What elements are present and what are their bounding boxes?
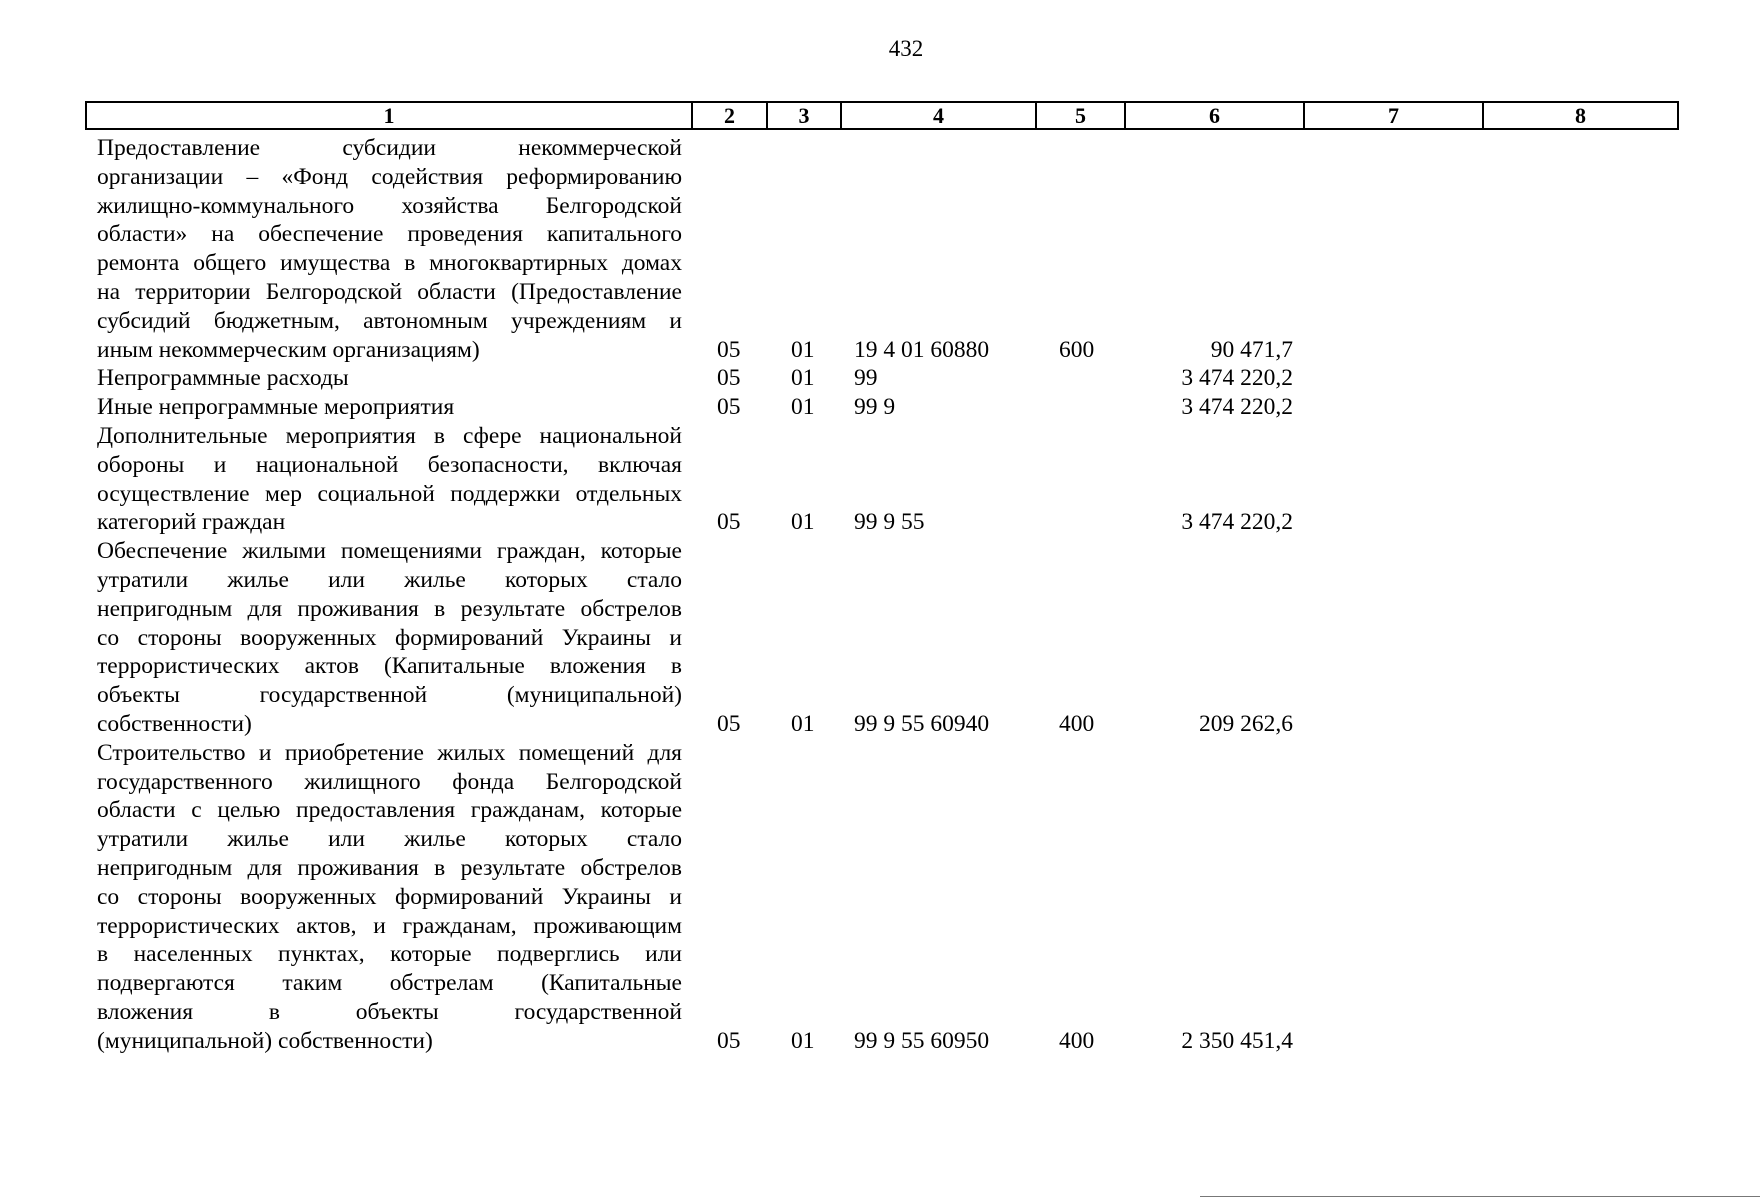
description-line: Обеспечение жилыми помещениями граждан, которые xyxy=(97,538,682,565)
description-line: государственного жилищного фонда Белгородской xyxy=(97,768,682,795)
description-line: террористических актов, и гражданам, проживающим xyxy=(97,912,682,939)
col-header-7: 7 xyxy=(1304,102,1483,129)
subsection-code: 01 xyxy=(791,710,815,737)
description-line: непригодным для проживания в результате обстрелов xyxy=(97,595,682,622)
target-article-code: 99 9 55 60950 xyxy=(854,1027,990,1054)
amount-value: 2 350 451,4 xyxy=(1181,1027,1293,1054)
target-article-code: 99 9 55 60940 xyxy=(854,710,990,737)
section-code: 05 xyxy=(717,365,741,392)
row-description xyxy=(97,364,682,393)
expense-type-code: 600 xyxy=(1059,336,1095,363)
description-line: категорий граждан xyxy=(97,509,286,536)
description-line: подвергаются таким обстрелам (Капитальные xyxy=(97,970,682,997)
description-line: области с целью предоставления гражданам, которые xyxy=(97,797,682,824)
section-code: 05 xyxy=(717,1027,741,1054)
row-description xyxy=(97,739,682,1056)
description-line: области» на обеспечение проведения капитального xyxy=(97,221,682,248)
column-header-table xyxy=(85,101,1679,130)
description-line: Непрограммные расходы xyxy=(97,365,349,392)
row-description xyxy=(97,537,682,739)
target-article-code: 99 9 xyxy=(854,394,896,421)
description-line: Предоставление субсидии некоммерческой xyxy=(97,135,682,161)
description-line: собственности) xyxy=(97,710,252,737)
col-header-3: 3 xyxy=(767,102,841,129)
description-line: в населенных пунктах, которые подверглись или xyxy=(97,941,682,968)
subsection-code: 01 xyxy=(791,365,815,392)
col-header-4: 4 xyxy=(841,102,1036,129)
col-header-6: 6 xyxy=(1125,102,1304,129)
row-description xyxy=(97,393,682,422)
col-header-2: 2 xyxy=(692,102,767,129)
section-code: 05 xyxy=(717,336,741,363)
target-article-code: 99 xyxy=(854,365,878,392)
section-code: 05 xyxy=(717,710,741,737)
page-number: 432 xyxy=(888,36,924,61)
description-line: (муниципальной) собственности) xyxy=(97,1027,433,1054)
description-line: организации – «Фонд содействия реформированию xyxy=(97,163,682,190)
column-header-row xyxy=(86,102,1678,129)
subsection-code: 01 xyxy=(791,509,815,536)
description-line: на территории Белгородской области (Предоставление xyxy=(97,278,682,305)
description-line: осуществление мер социальной поддержки отдельных xyxy=(97,480,682,507)
description-line: со стороны вооруженных формирований Украины и xyxy=(97,624,682,651)
col-header-5: 5 xyxy=(1036,102,1125,129)
description-line: ремонта общего имущества в многоквартирных домах xyxy=(97,250,682,277)
section-code: 05 xyxy=(717,509,741,536)
expense-type-code: 400 xyxy=(1059,710,1095,737)
row-description xyxy=(97,422,682,537)
target-article-code: 19 4 01 60880 xyxy=(854,336,990,363)
amount-value: 3 474 220,2 xyxy=(1181,509,1293,536)
description-line: Дополнительные мероприятия в сфере национальной xyxy=(97,423,682,449)
description-line: обороны и национальной безопасности, включая xyxy=(97,451,682,478)
amount-value: 3 474 220,2 xyxy=(1181,365,1293,392)
expense-type-code: 400 xyxy=(1059,1027,1095,1054)
description-line: утратили жилье или жилье которых стало xyxy=(97,826,682,853)
subsection-code: 01 xyxy=(791,394,815,421)
description-line: утратили жилье или жилье которых стало xyxy=(97,566,682,593)
description-line: террористических актов (Капитальные вложения в xyxy=(97,653,682,680)
col-header-8: 8 xyxy=(1483,102,1678,129)
description-line: Строительство и приобретение жилых помещений для xyxy=(97,739,682,766)
section-code: 05 xyxy=(717,394,741,421)
description-line: Иные непрограммные мероприятия xyxy=(97,394,455,421)
amount-value: 3 474 220,2 xyxy=(1181,394,1293,421)
description-line: субсидий бюджетным, автономным учреждениям и xyxy=(97,307,682,334)
description-line: вложения в объекты государственной xyxy=(97,998,682,1025)
col-header-1: 1 xyxy=(86,102,692,129)
amount-value: 209 262,6 xyxy=(1199,710,1293,737)
description-line: жилищно-коммунального хозяйства Белгородской xyxy=(97,192,682,219)
description-line: объекты государственной (муниципальной) xyxy=(97,682,682,709)
description-line: иным некоммерческим организациям) xyxy=(97,336,480,363)
amount-value: 90 471,7 xyxy=(1210,336,1293,363)
row-description xyxy=(97,134,682,364)
description-line: непригодным для проживания в результате обстрелов xyxy=(97,854,682,881)
target-article-code: 99 9 55 xyxy=(854,509,925,536)
bottom-rule xyxy=(1200,1196,1760,1197)
subsection-code: 01 xyxy=(791,336,815,363)
subsection-code: 01 xyxy=(791,1027,815,1054)
description-line: со стороны вооруженных формирований Украины и xyxy=(97,883,682,910)
